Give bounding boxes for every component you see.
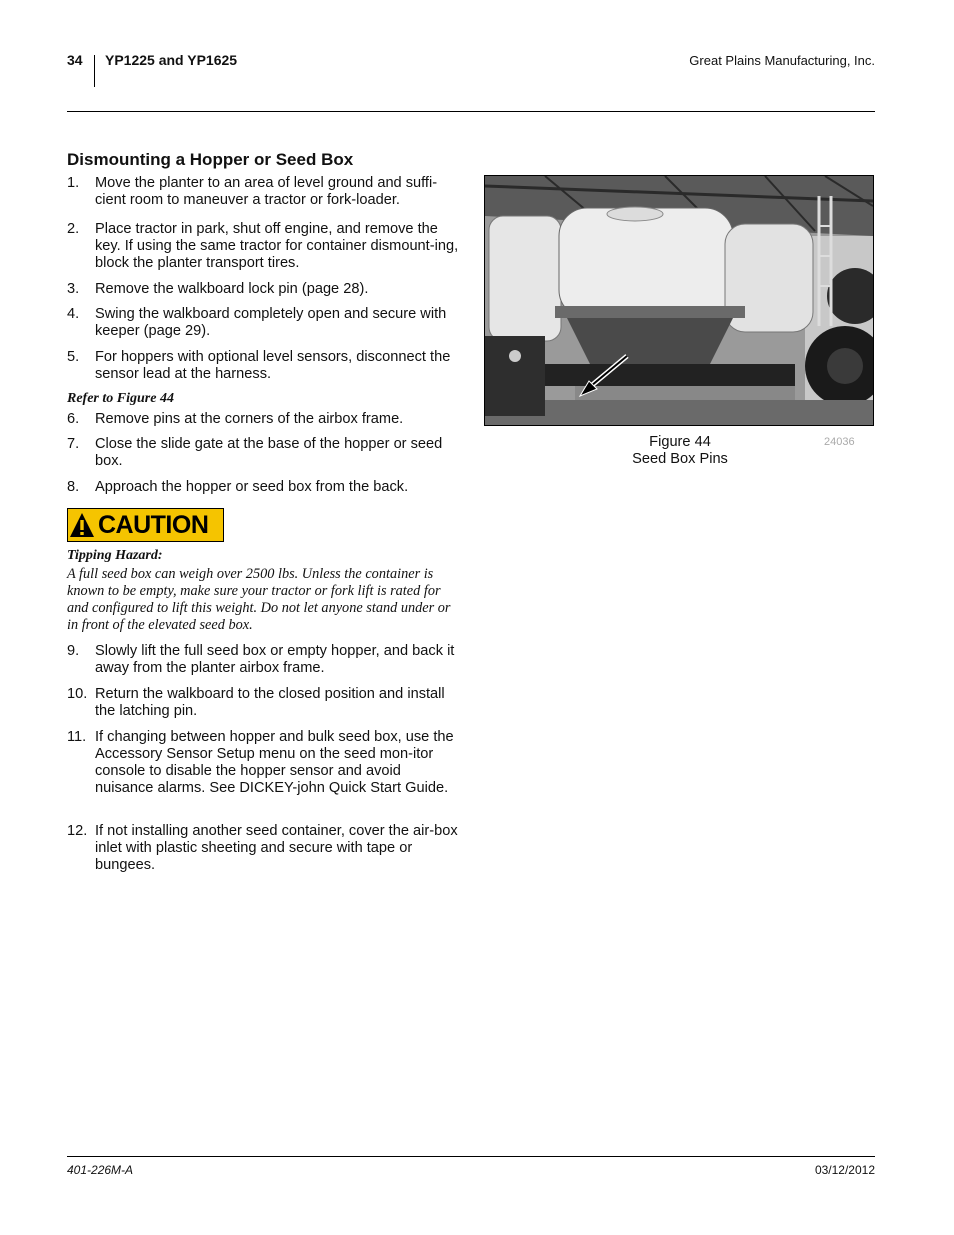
step-number: 11. [67,729,87,745]
figure-id: 24036 [824,436,855,448]
step-1 [67,175,459,209]
caution-label-box [67,508,224,542]
step-text: Move the planter to an area of level ground and suffi-cient room to maneuver a tractor or fork-loader. [95,175,438,208]
header-rule [67,111,875,112]
step-number: 2. [67,221,80,237]
step-text: If changing between hopper and bulk seed box, use the Accessory Sensor Setup menu on the seed mon-itor console to disable the hopper sensor and avoid nuisance alarms. See DICKEY-john Quick Start Guide. [95,729,454,796]
step-2 [67,221,459,272]
step-text: Place tractor in park, shut off engine, and remove the key. If using the same tractor for container dismount-ing, block the planter transport tires. [95,221,459,271]
step-number: 3. [67,281,80,297]
step-3 [67,281,459,298]
step-5 [67,349,459,383]
hazard-title: Tipping Hazard: [67,548,163,563]
step-number: 9. [67,643,80,659]
step-number: 7. [67,436,80,452]
seed-box-photo [484,175,874,426]
step-number: 1. [67,175,80,191]
step-text: Remove the walkboard lock pin (page 28). [95,281,369,297]
manual-model: YP1225 and YP1625 [105,52,238,68]
document-date: 03/12/2012 [814,1163,875,1177]
step-text: Close the slide gate at the base of the hopper or seed box. [95,436,443,469]
step-4 [67,306,459,340]
warning-icon [68,511,96,539]
step-text: Remove pins at the corners of the airbox frame. [95,411,404,427]
figure-number: Figure 44 [649,434,711,450]
step-number: 10. [67,686,88,702]
step-number: 6. [67,411,80,427]
step-text: If not installing another seed container, cover the air-box inlet with plastic sheeting and secure with tape or bungees. [95,823,458,873]
step-11 [67,729,459,797]
page-number: 34 [67,52,83,68]
hazard-text: A full seed box can weigh over 2500 lbs. Unless the container is known to be empty, make sure your tractor or fork lift is rated for and configured to lift this weight. Do not let anyone stand under or in front of the elevated seed box. [67,566,451,633]
company-name: Great Plains Manufacturing, Inc. [689,53,875,68]
caution-label: CAUTION [98,510,209,539]
figure-reference: Refer to Figure 44 [67,391,174,406]
step-text: Return the walkboard to the closed position and install the latching pin. [95,686,445,719]
figure-caption: Seed Box Pins [632,451,728,467]
step-number: 4. [67,306,80,322]
step-text: For hoppers with optional level sensors, disconnect the sensor lead at the harness. [95,349,451,382]
step-number: 12. [67,823,88,839]
seed-box-image [485,176,873,425]
step-10 [67,686,459,720]
step-number: 8. [67,479,80,495]
step-6 [67,411,459,428]
footer-rule [67,1156,875,1157]
step-8 [67,479,459,496]
step-12 [67,823,459,874]
step-text: Approach the hopper or seed box from the back. [95,479,409,495]
step-text: Swing the walkboard completely open and secure with keeper (page 29). [95,306,447,339]
header-divider [94,55,95,87]
document-number: 401-226M-A [67,1163,134,1177]
step-number: 5. [67,349,80,365]
step-7 [67,436,459,470]
step-text: Slowly lift the full seed box or empty hopper, and back it away from the planter airbox frame. [95,643,455,676]
section-title: Dismounting a Hopper or Seed Box [67,150,354,169]
step-9 [67,643,459,677]
